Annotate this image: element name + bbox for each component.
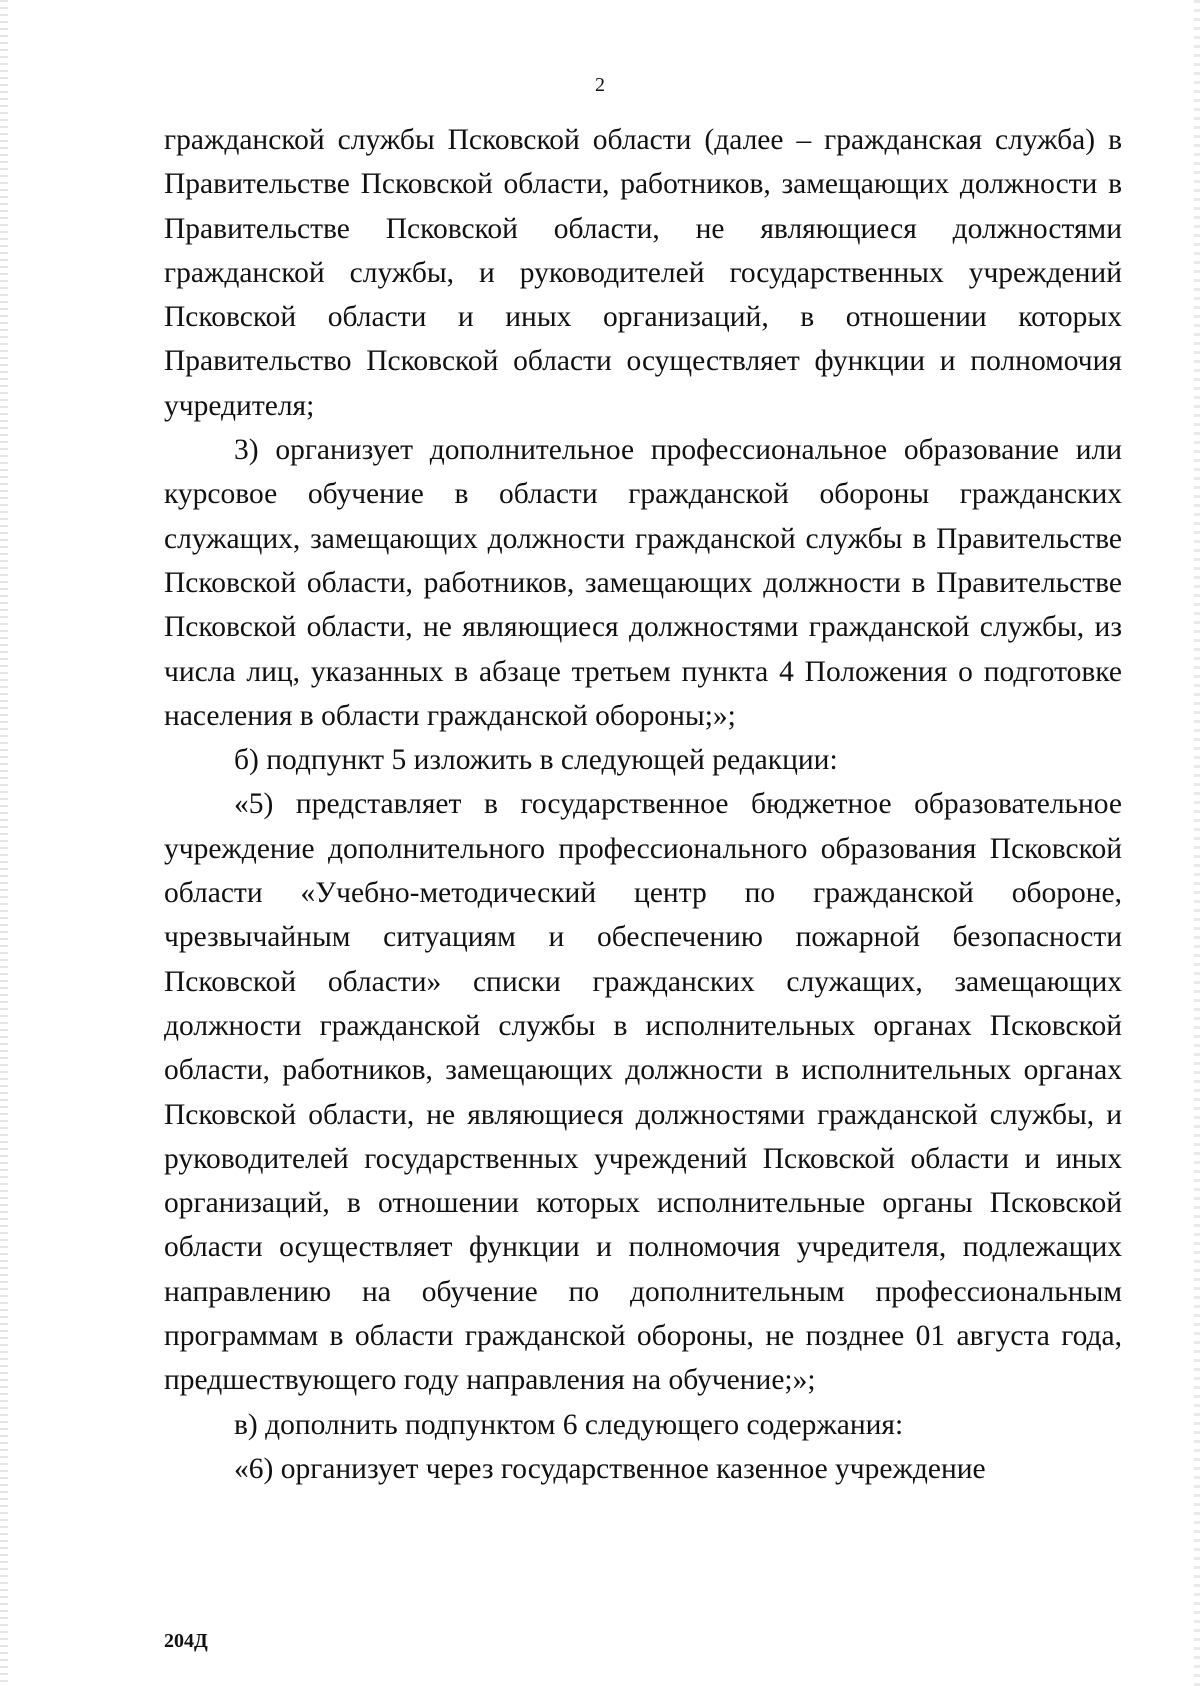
- document-code: 204Д: [164, 1630, 208, 1652]
- paragraph: «5) представляет в государственное бюджетное образовательное учреждение дополнительного профессионального образования Псковской области «Учебно-методический центр по гражданской обороне, чрезвычайным ситуациям и обеспечению пожарной безопасности Псковской области» списки гражданских служащих, замещающих должности гражданской службы в исполнительных органах Псковской области, работников, замещающих должности в исполнительных органах Псковской области, не являющиеся должностями гражданской службы, и руководителей государственных учреждений Псковской области и иных организаций, в отношении которых исполнительные органы Псковской области осуществляет функции и полномочия учредителя, подлежащих направлению на обучение по дополнительным профессиональным программам в области гражданской обороны, не позднее 01 августа года, предшествующего году направления на обучение;»;: [164, 788, 1122, 1397]
- scan-edge-left: [0, 0, 8, 1686]
- paragraph: в) дополнить подпунктом 6 следующего содержания:: [234, 1408, 904, 1441]
- paragraph: б) подпункт 5 изложить в следующей редакции:: [234, 744, 838, 777]
- scan-edge-right: [1194, 0, 1200, 1686]
- paragraph: «6) организует через государственное казенное учреждение: [234, 1452, 986, 1485]
- paragraph: 3) организует дополнительное профессиональное образование или курсовое обучение в области гражданской обороны гражданских служащих, замещающих должности гражданской службы в Правительстве Псковской области, работников, замещающих должности в Правительстве Псковской области, не являющиеся должностями гражданской службы, из числа лиц, указанных в абзаце третьем пункта 4 Положения о подготовке населения в области гражданской обороны;»;: [164, 434, 1122, 732]
- document-body: [164, 118, 1122, 1491]
- page-number: 2: [595, 74, 605, 96]
- paragraph: гражданской службы Псковской области (далее – гражданская служба) в Правительстве Псковской области, работников, замещающих должности в Правительстве Псковской области, не являющиеся должностями гражданской службы, и руководителей государственных учреждений Псковской области и иных организаций, в отношении которых Правительство Псковской области осуществляет функции и полномочия учредителя;: [164, 124, 1122, 422]
